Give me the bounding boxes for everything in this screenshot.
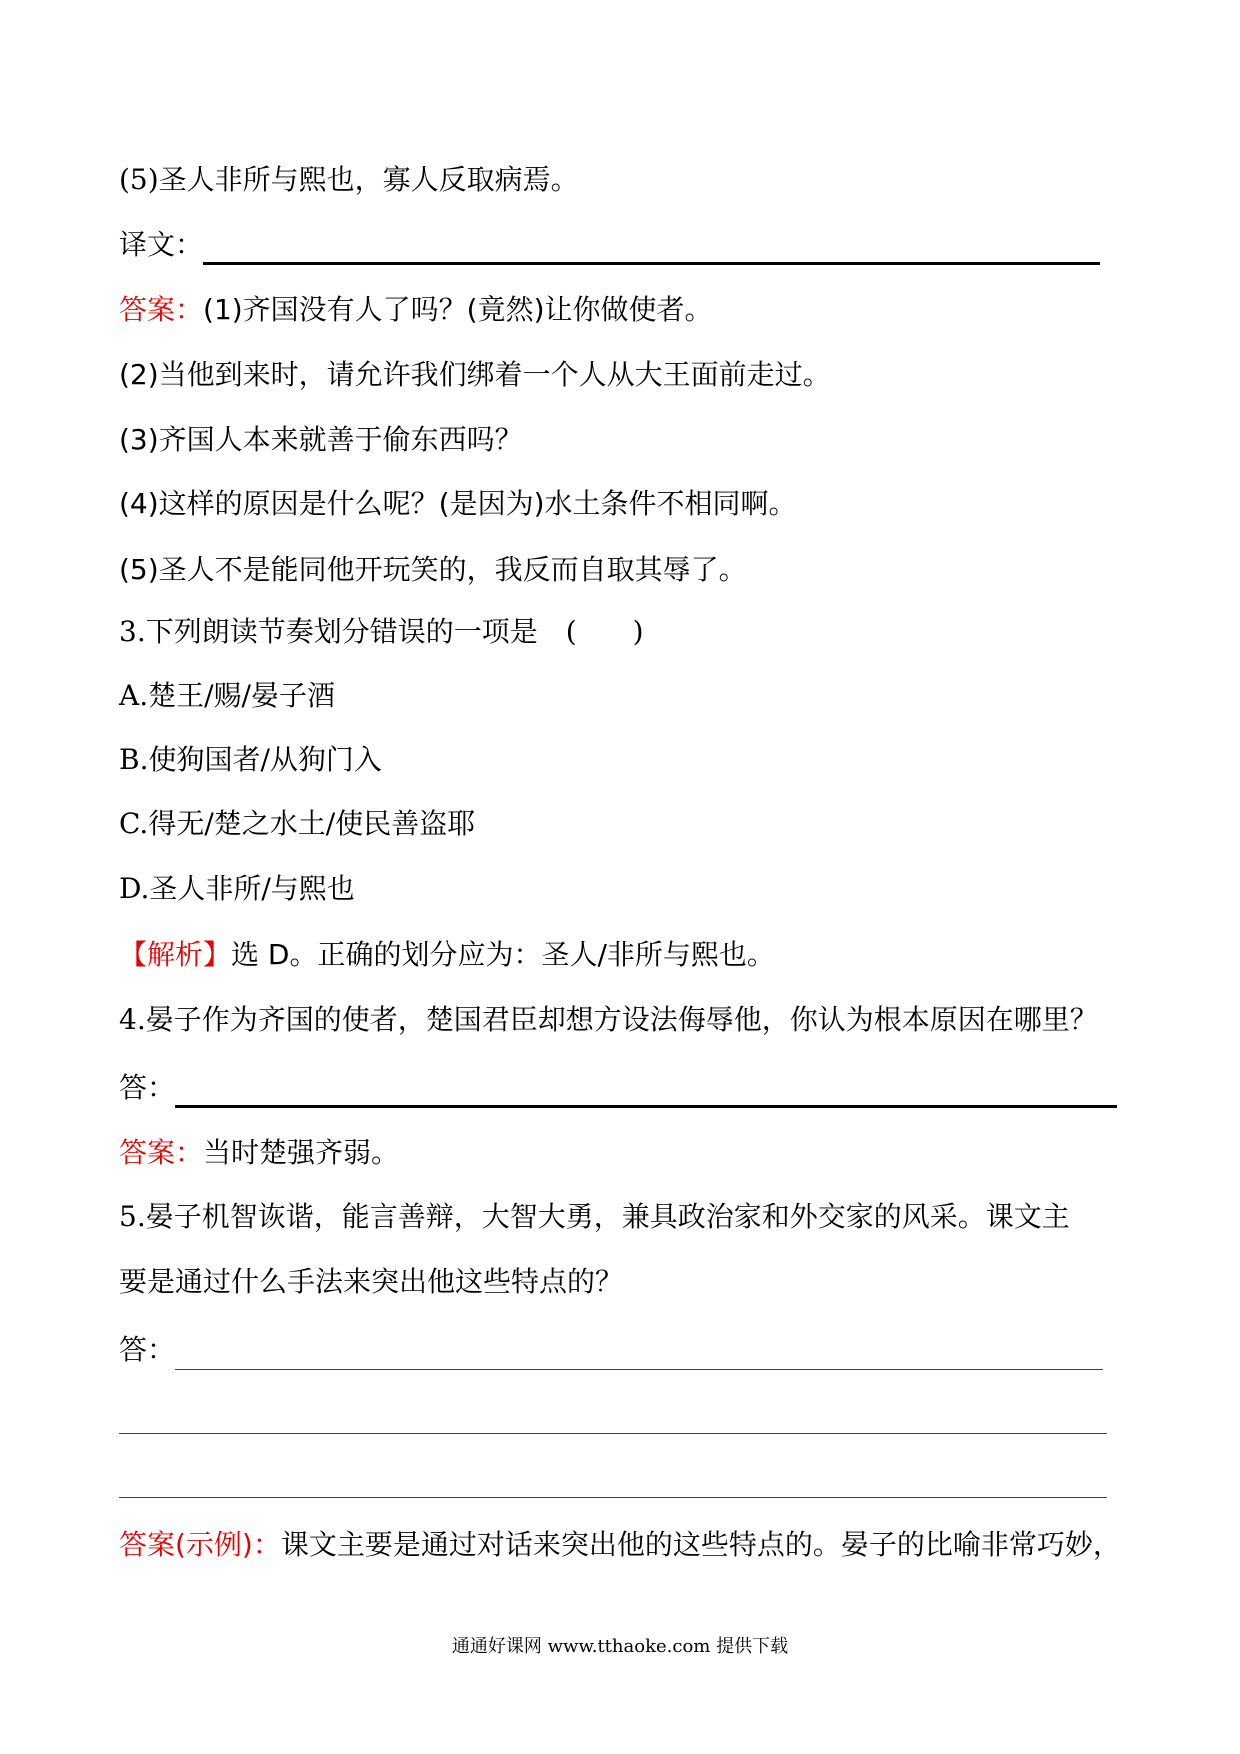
question-4-key (119, 1133, 399, 1173)
question-3-option-b: B.使狗国者/从狗门入 (119, 743, 382, 776)
question-5-key (119, 1525, 1121, 1565)
question-2-item-5: (5)圣人非所与熙也，寡人反取病焉。 (119, 163, 579, 196)
analysis-label: 【解析】 (119, 938, 232, 971)
translation-row (119, 225, 1100, 265)
answer-2-item-5: (5)圣人不是能同他开玩笑的，我反而自取其辱了。 (119, 553, 747, 586)
key-text: 课文主要是通过对话来突出他的这些特点的。晏子的比喻非常巧妙， (280, 1528, 1121, 1561)
question-3-option-a: A.楚王/赐/晏子酒 (119, 679, 335, 712)
question-4-answer-line[interactable] (175, 1081, 1117, 1108)
answer-2-item-2: (2)当他到来时，请允许我们绑着一个人从大王面前走过。 (119, 358, 831, 391)
question-5-answer-line-1[interactable] (175, 1345, 1103, 1370)
page-footer: 通通好课网 www.tthaoke.com 提供下载 (451, 1636, 789, 1657)
key-label: 答案(示例)： (119, 1528, 281, 1561)
question-5-answer-row-3 (119, 1458, 1107, 1498)
question-5-answer-row-2 (119, 1394, 1107, 1434)
question-4-answer-row (119, 1068, 1117, 1108)
answer-2-item-3: (3)齐国人本来就善于偷东西吗？ (119, 423, 523, 456)
question-5-answer-line-3[interactable] (119, 1473, 1107, 1498)
answer-label: 答案： (119, 293, 204, 326)
answer-2-item-4: (4)这样的原因是什么呢？(是因为)水土条件不相同啊。 (119, 487, 797, 520)
translation-answer-line[interactable] (203, 238, 1100, 265)
question-4-stem: 4.晏子作为齐国的使者，楚国君臣却想方设法侮辱他，你认为根本原因在哪里？ (119, 1003, 1098, 1036)
answer-text: (1)齐国没有人了吗？(竟然)让你做使者。 (203, 293, 713, 326)
question-5-stem-line-1: 5.晏子机智诙谐，能言善辩，大智大勇，兼具政治家和外交家的风采。课文主 (119, 1200, 1070, 1233)
question-3-analysis (119, 935, 775, 975)
question-3-stem: 3.下列朗读节奏划分错误的一项是 ( ) (119, 615, 644, 648)
analysis-text: 选 D。正确的划分应为：圣人/非所与熙也。 (231, 938, 775, 971)
answer-label: 答： (119, 1333, 176, 1366)
key-text: 当时楚强齐弱。 (203, 1136, 400, 1169)
question-3-option-c: C.得无/楚之水土/使民善盗耶 (119, 807, 476, 840)
translation-label: 译文： (119, 228, 204, 261)
question-5-stem-line-2: 要是通过什么手法来突出他这些特点的？ (119, 1265, 624, 1298)
question-3-option-d: D.圣人非所/与熙也 (119, 872, 355, 905)
question-5-answer-line-2[interactable] (119, 1409, 1107, 1434)
question-5-answer-row (119, 1330, 1103, 1370)
answer-2-item-1 (119, 290, 713, 330)
key-label: 答案： (119, 1136, 204, 1169)
answer-label: 答： (119, 1071, 176, 1104)
